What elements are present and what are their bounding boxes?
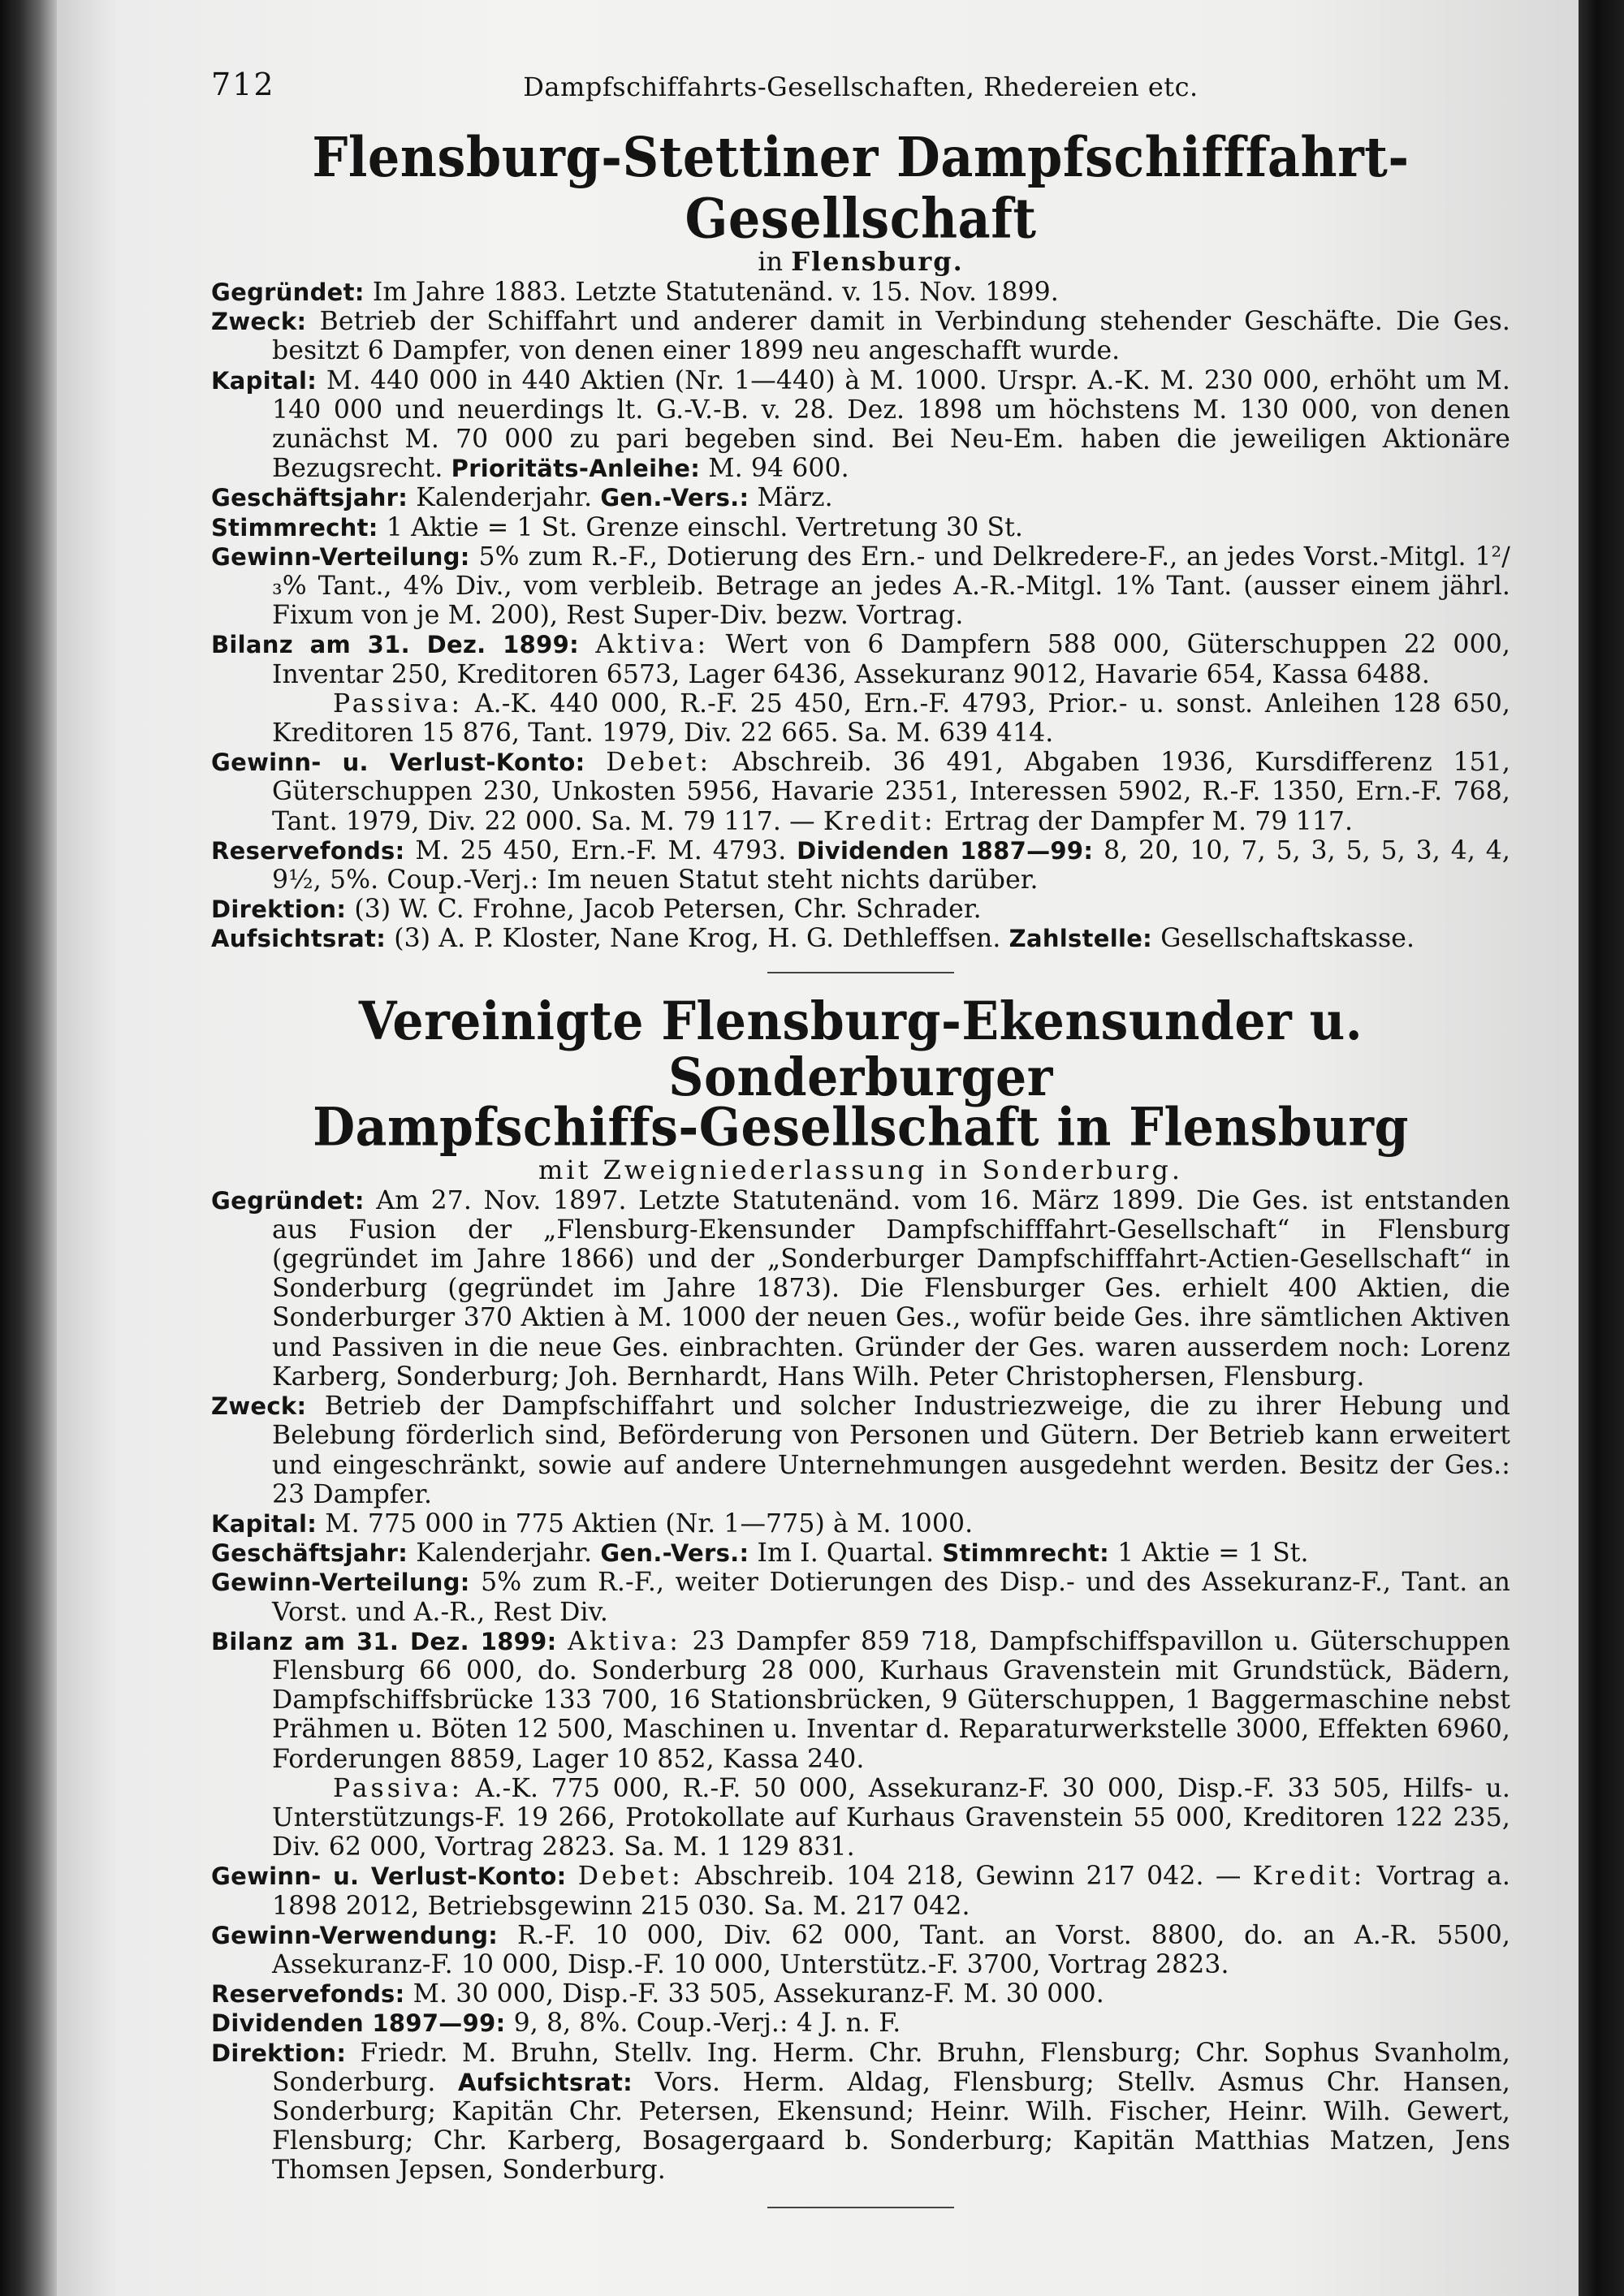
running-head (211, 67, 1510, 109)
entry-aufsichtsrat: Aufsichtsrat: (3) A. P. Kloster, Nane Krog, H. G. Dethleffsen. Zahlstelle: Gesellschaftskasse. (211, 924, 1415, 954)
company-subtitle: mit Zweigniederlassung in Sonderburg. (538, 1154, 1183, 1185)
entry-bilanz-passiva: Passiva: A.-K. 440 000, R.-F. 25 450, Ern.-F. 4793, Prior.- u. sonst. Anleihen 128 650, Kreditoren 15 876, Tant. 1979, Div. 22 665. Sa. M. 639 414. (272, 688, 1510, 749)
company-title: Flensburg-Stettiner Dampfschifffahrt-Gesellschaft (312, 125, 1410, 251)
entry-gegruendet: Gegründet: Im Jahre 1883. Letzte Statutenänd. v. 15. Nov. 1899. (211, 278, 1059, 307)
entry-bilanz-passiva: Passiva: A.-K. 775 000, R.-F. 50 000, Assekuranz-F. 30 000, Disp.-F. 33 505, Hilfs- u. Unterstützungs-F. 19 266, Protokollate auf Kurhaus Gravenstein 55 000, Kreditoren 122 235, Div. 62 000, Vortrag 2823. Sa. M. 1 129 831. (272, 1773, 1510, 1862)
entry-geschaeftsjahr: Geschäftsjahr: Kalenderjahr. Gen.-Vers.: Im I. Quartal. Stimmrecht: 1 Aktie = 1 St. (211, 1539, 1309, 1569)
entry-list (211, 278, 1510, 954)
page-content (211, 67, 1510, 2220)
entry-reservefonds: Reservefonds: M. 30 000, Disp.-F. 33 505, Assekuranz-F. M. 30 000. (211, 1979, 1104, 2009)
entry-gewinn-verteilung: Gewinn-Verteilung: 5% zum R.-F., Dotierung des Ern.- und Delkredere-F., an jedes Vorst.-Mitgl. 1²/₃% Tant., 4% Div., vom verbleib. Betrage an jedes A.-R.-Mitgl. 1% Tant. (ausser einem jährl. Fixum von je M. 200), Rest Super-Div. bezw. Vortrag. (211, 542, 1510, 631)
company-title-line1: Vereinigte Flensburg-Ekensunder u. Sonderburger (358, 990, 1363, 1109)
entry-direktion: Direktion: (3) W. C. Frohne, Jacob Petersen, Chr. Schrader. (211, 895, 982, 925)
section-divider (767, 972, 954, 973)
entry-kapital: Kapital: M. 775 000 in 775 Aktien (Nr. 1—775) à M. 1000. (211, 1508, 974, 1539)
header-title: Dampfschiffahrts-Gesellschaften, Rhedereien etc. (523, 71, 1199, 102)
section-divider-bottom (767, 2207, 954, 2208)
entry-bilanz: Bilanz am 31. Dez. 1899: Aktiva: Wert von 6 Dampfern 588 000, Güterschuppen 22 000, Inventar 250, Kreditoren 6573, Lager 6436, Assekuranz 9012, Havarie 654, Kassa 6488. (211, 630, 1510, 689)
entry-gewinn-verwendung: Gewinn-Verwendung: R.-F. 10 000, Div. 62 000, Tant. an Vorst. 8800, do. an A.-R. 5500, Assekuranz-F. 10 000, Disp.-F. 10 000, Unterstütz.-F. 3700, Vortrag 2823. (211, 1920, 1510, 1979)
location-prefix: in (758, 246, 784, 277)
entry-gewinn-verteilung: Gewinn-Verteilung: 5% zum R.-F., weiter Dotierungen des Disp.- und des Assekuranz-F., Tant. an Vorst. und A.-R., Rest Div. (211, 1568, 1510, 1627)
entry-zweck: Zweck: Betrieb der Schiffahrt und anderer damit in Verbindung stehender Geschäfte. Die Ges. besitzt 6 Dampfer, von denen einer 1899 neu angeschafft wurde. (211, 307, 1510, 366)
entry-kapital: Kapital: M. 440 000 in 440 Aktien (Nr. 1—440) à M. 1000. Urspr. A.-K. M. 230 000, erhöht um M. 140 000 und neuerdings lt. G.-V.-B. v. 28. Dez. 1898 um höchstens M. 130 000, von denen zunächst M. 70 000 zu pari begeben sind. Bei Neu-Em. haben die jeweiligen Aktionäre Bezugsrecht. Prioritäts-Anleihe: M. 94 600. (211, 365, 1510, 484)
entry-zweck: Zweck: Betrieb der Dampfschiffahrt und solcher Industriezweige, die zu ihrer Hebung und Belebung förderlich sind, Beförderung von Personen und Gütern. Der Betrieb kann erweitert und eingeschränkt, sowie auf andere Unternehmungen ausgedehnt werden. Besitz der Ges.: 23 Dampfer. (211, 1392, 1510, 1509)
book-page (57, 0, 1579, 2296)
scan-left-edge (0, 0, 57, 2296)
scan-right-edge (1579, 0, 1624, 2296)
entry-reservefonds: Reservefonds: M. 25 450, Ern.-F. M. 4793. Dividenden 1887—99: 8, 20, 10, 7, 5, 3, 5, 5, 3, 4, 4, 9½, 5%. Coup.-Verj.: Im neuen Statut steht nichts darüber. (211, 835, 1510, 896)
location-name: Flensburg. (791, 246, 964, 277)
page-number: 712 (211, 67, 275, 102)
entry-geschaeftsjahr: Geschäftsjahr: Kalenderjahr. Gen.-Vers.: März. (211, 483, 833, 513)
entry-gewinn-verlust: Gewinn- u. Verlust-Konto: Debet: Abschreib. 36 491, Abgaben 1936, Kursdifferenz 151, Güterschuppen 230, Unkosten 5956, Havarie 2351, Interessen 5902, R.-F. 1350, Ern.-F. 768, Tant. 1979, Div. 22 000. Sa. M. 79 117. — Kredit: Ertrag der Dampfer M. 79 117. (211, 748, 1510, 836)
entry-gewinn-verlust: Gewinn- u. Verlust-Konto: Debet: Abschreib. 104 218, Gewinn 217 042. — Kredit: Vortrag a. 1898 2012, Betriebsgewinn 215 030. Sa. M. 217 042. (211, 1862, 1510, 1921)
company-title-line2: Dampfschiffs-Gesellschaft in Flensburg (313, 1096, 1409, 1159)
entry-list (211, 1186, 1510, 2186)
entry-dividenden: Dividenden 1897—99: 9, 8, 8%. Coup.-Verj.: 4 J. n. F. (211, 2009, 901, 2039)
entry-gegruendet: Gegründet: Am 27. Nov. 1897. Letzte Statutenänd. vom 16. März 1899. Die Ges. ist entstanden aus Fusion der „Flensburg-Ekensunder Dampfschifffahrt-Gesellschaft“ in Flensburg (gegründet im Jahre 1866) und der „Sonderburger Dampfschifffahrt-Actien-Gesellschaft“ in Sonderburg (gegründet im Jahre 1873). Die Flensburger Ges. erhielt 400 Aktien, die Sonderburger 370 Aktien à M. 1000 der neuen Ges., wofür beide Ges. ihre sämtlichen Aktiven und Passiven in die neue Ges. einbrachten. Gründer der Ges. waren ausserdem noch: Lorenz Karberg, Sonderburg; Joh. Bernhardt, Hans Wilh. Peter Christophersen, Flensburg. (211, 1185, 1510, 1392)
company-section-vereinigte-flensburg (211, 990, 1510, 2186)
company-section-flensburg-stettiner (211, 125, 1510, 954)
entry-direktion-aufsichtsrat: Direktion: Friedr. M. Bruhn, Stellv. Ing. Herm. Chr. Bruhn, Flensburg; Chr. Sophus Svanholm, Sonderburg. Aufsichtsrat: Vors. Herm. Aldag, Flensburg; Stellv. Asmus Chr. Hansen, Sonderburg; Kapitän Chr. Petersen, Ekensund; Heinr. Wilh. Fischer, Heinr. Wilh. Gewert, Flensburg; Chr. Karberg, Bosagergaard b. Sonderburg; Kapitän Matthias Matzen, Jens Thomsen Jepsen, Sonderburg. (211, 2038, 1510, 2186)
entry-bilanz: Bilanz am 31. Dez. 1899: Aktiva: 23 Dampfer 859 718, Dampfschiffspavillon u. Güterschuppen Flensburg 66 000, do. Sonderburg 28 000, Kurhaus Gravenstein mit Grundstück, Bädern, Dampfschiffsbrücke 133 700, 16 Stationsbrücken, 9 Güterschuppen, 1 Baggermaschine nebst Prähmen u. Böten 12 500, Maschinen u. Inventar d. Reparaturwerkstelle 3000, Effekten 6960, Forderungen 8859, Lager 10 852, Kassa 240. (211, 1626, 1510, 1774)
entry-stimmrecht: Stimmrecht: 1 Aktie = 1 St. Grenze einschl. Vertretung 30 St. (211, 512, 1023, 542)
